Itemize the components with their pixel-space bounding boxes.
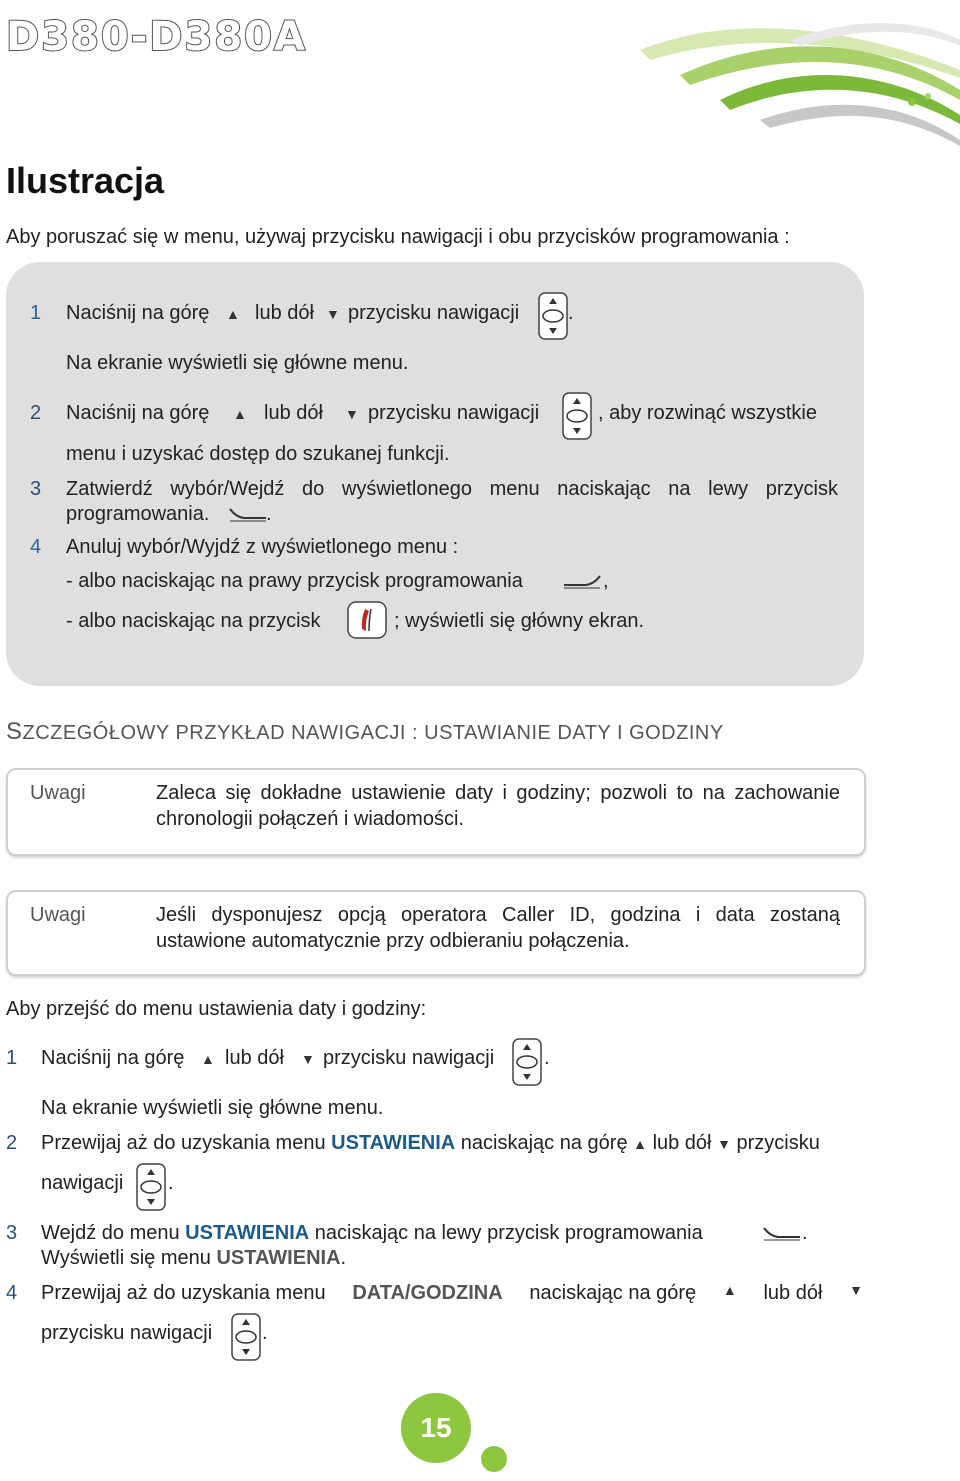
- step-text: menu i uzyskać dostęp do szukanej funkcji.: [66, 443, 450, 465]
- product-title: D380-D380A: [6, 14, 307, 60]
- menu-name: DATA/GODZINA: [352, 1282, 503, 1304]
- step-text: programowania.: [66, 503, 210, 525]
- step-text: lub dół: [264, 402, 323, 424]
- down-arrow-icon: ▼: [717, 1136, 731, 1152]
- step-text: Naciśnij na górę: [66, 402, 210, 424]
- menu-name: USTAWIENIA: [216, 1247, 341, 1269]
- step-text: Naciśnij na górę: [41, 1047, 185, 1069]
- navigation-key-icon: [512, 1038, 542, 1086]
- up-arrow-icon: ▲: [233, 406, 247, 422]
- step-text-part: Wyświetli się menu: [41, 1247, 211, 1269]
- step-text-part: lub dół: [652, 1132, 712, 1154]
- step-text: przycisku nawigacji: [41, 1322, 213, 1344]
- subheading-part: ZCZEGÓŁOWY PRZYKŁAD NAWIGACJI: [22, 722, 406, 744]
- red-cancel-key-icon: [347, 601, 387, 639]
- step-text: .: [568, 302, 574, 324]
- subheading-separator: :: [405, 722, 425, 744]
- step-text-part: naciskając na górę: [460, 1132, 628, 1154]
- down-arrow-icon: ▼: [849, 1282, 863, 1298]
- step-number: 4: [30, 536, 42, 558]
- step-text-part: przycisku: [736, 1132, 820, 1154]
- step-number: 3: [30, 478, 42, 500]
- step-text: [41, 1247, 346, 1270]
- section-title: Ilustracja: [6, 160, 165, 201]
- subheading: [6, 718, 724, 746]
- step-text-part: naciskając na górę: [529, 1282, 697, 1304]
- up-arrow-icon: ▲: [633, 1136, 647, 1152]
- step-number: 4: [6, 1282, 18, 1304]
- step-number: 2: [30, 402, 42, 424]
- note-label: Uwagi: [30, 782, 86, 804]
- note-box: [6, 768, 866, 856]
- up-arrow-icon: ▲: [201, 1051, 215, 1067]
- right-programming-key-icon: [562, 574, 602, 590]
- left-programming-key-icon: [762, 1226, 802, 1242]
- up-arrow-icon: ▲: [722, 1282, 737, 1298]
- up-arrow-icon: ▲: [226, 306, 240, 322]
- step-number: 2: [6, 1132, 18, 1154]
- left-programming-key-icon: [228, 507, 268, 523]
- step-text-part: Przewijaj aż do uzyskania menu: [41, 1282, 326, 1304]
- step-text: .: [544, 1047, 550, 1069]
- step-text: przycisku nawigacji: [348, 302, 520, 324]
- lower-intro: Aby przejść do menu ustawienia daty i godziny:: [6, 998, 427, 1020]
- step-text-part: lub dół: [763, 1282, 823, 1304]
- navigation-key-icon: [231, 1313, 261, 1361]
- step-text-part: Wejdź do menu: [41, 1222, 180, 1244]
- step-text: lub dół: [255, 302, 314, 324]
- step-text: .: [262, 1322, 268, 1344]
- step-option-text: - albo naciskając na prawy przycisk programowania: [66, 570, 523, 592]
- menu-name: USTAWIENIA: [185, 1222, 310, 1244]
- step-text: [41, 1222, 703, 1245]
- step-text-part: Przewijaj aż do uzyskania menu: [41, 1132, 326, 1154]
- subheading-part: USTAWIANIE DATY I GODZINY: [424, 722, 724, 744]
- navigation-key-icon: [136, 1163, 166, 1211]
- step-text: przycisku nawigacji: [323, 1047, 495, 1069]
- step-number: 3: [6, 1222, 18, 1244]
- decorative-swoosh: [560, 0, 960, 160]
- step-number: 1: [30, 302, 42, 324]
- step-text: ; wyświetli się główny ekran.: [394, 610, 645, 632]
- note-text: Jeśli dysponujesz opcją operatora Caller ID, godzina i data zostaną ustawione automatycznie przy odbieraniu połączenia.: [156, 904, 840, 952]
- step-text-part: naciskając na lewy przycisk programowania: [314, 1222, 703, 1244]
- step-text: [41, 1132, 820, 1155]
- step-text: przycisku nawigacji: [368, 402, 540, 424]
- step-text: [41, 1282, 863, 1305]
- step-option-text: - albo naciskając na przycisk: [66, 610, 321, 632]
- intro-text: Aby poruszać się w menu, używaj przycisku nawigacji i obu przycisków programowania :: [6, 226, 790, 248]
- down-arrow-icon: ▼: [345, 406, 359, 422]
- step-text: .: [802, 1222, 808, 1244]
- down-arrow-icon: ▼: [301, 1051, 315, 1067]
- step-text: Na ekranie wyświetli się główne menu.: [41, 1097, 384, 1119]
- step-text: Na ekranie wyświetli się główne menu.: [66, 352, 409, 374]
- step-text-part: .: [340, 1247, 347, 1269]
- step-text: Zatwierdź wybór/Wejdź do wyświetlonego menu naciskając na lewy przycisk: [66, 478, 838, 500]
- step-text: , aby rozwinąć wszystkie: [598, 402, 817, 424]
- down-arrow-icon: ▼: [326, 306, 340, 322]
- step-text: .: [266, 503, 272, 525]
- decorative-dot: [481, 1446, 507, 1472]
- step-number: 1: [6, 1047, 18, 1069]
- step-text: .: [168, 1172, 174, 1194]
- step-text: lub dół: [225, 1047, 284, 1069]
- note-text: Zaleca się dokładne ustawienie daty i godziny; pozwoli to na zachowanie chronologii połączeń i wiadomości.: [156, 782, 840, 830]
- menu-name: USTAWIENIA: [331, 1132, 456, 1154]
- note-box: [6, 890, 866, 976]
- step-text: ,: [603, 570, 609, 592]
- subheading-initial: S: [6, 718, 23, 745]
- step-text: Anuluj wybór/Wyjdź z wyświetlonego menu :: [66, 536, 459, 558]
- step-text: nawigacji: [41, 1172, 124, 1194]
- navigation-key-icon: [562, 392, 592, 440]
- page-number: 15: [401, 1393, 471, 1463]
- note-label: Uwagi: [30, 904, 86, 926]
- navigation-key-icon: [538, 292, 568, 340]
- step-text: Naciśnij na górę: [66, 302, 210, 324]
